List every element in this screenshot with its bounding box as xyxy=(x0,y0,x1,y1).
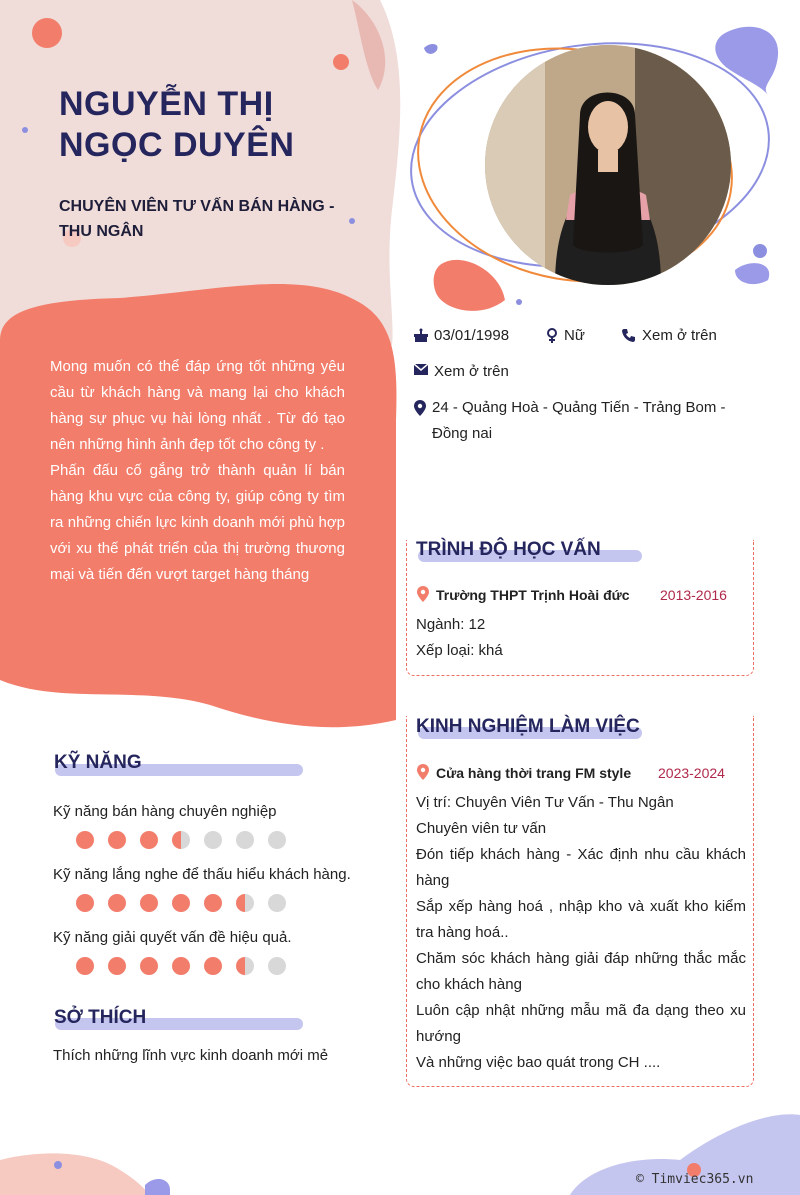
email-row xyxy=(414,359,509,385)
skill-label: Kỹ năng bán hàng chuyên nghiệp xyxy=(53,803,277,820)
rating-dot xyxy=(204,831,222,849)
experience-heading: KINH NGHIỆM LÀM VIỆC xyxy=(416,716,640,737)
rating-dot xyxy=(236,957,254,975)
education-heading: TRÌNH ĐỘ HỌC VẤN xyxy=(416,539,601,560)
experience-line: Đón tiếp khách hàng - Xác định nhu cầu khách hàng xyxy=(416,846,746,889)
rating-dot xyxy=(204,894,222,912)
email-icon xyxy=(414,364,428,375)
skills-heading: KỸ NĂNG xyxy=(54,752,142,773)
birthday-value: 03/01/1998 xyxy=(434,327,510,344)
company-name: Cửa hàng thời trang FM style xyxy=(436,765,632,781)
education-period: 2013-2016 xyxy=(660,587,727,603)
experience-line: Và những việc bao quát trong CH .... xyxy=(416,1054,661,1071)
job-title: CHUYÊN VIÊN TƯ VẤN BÁN HÀNG - THU NGÂN xyxy=(59,198,335,240)
rating-dot xyxy=(140,894,158,912)
experience-line: Luôn cập nhật những mẫu mã đa dạng theo xu hướng xyxy=(416,1002,746,1045)
rating-dot xyxy=(108,957,126,975)
rating-dot xyxy=(172,894,190,912)
experience-line: Vị trí: Chuyên Viên Tư Vấn - Thu Ngân xyxy=(416,794,674,811)
rating-dot xyxy=(140,957,158,975)
candidate-name: NGUYỄN THỊ NGỌC DUYÊN xyxy=(59,85,295,164)
hobbies-heading: SỞ THÍCH xyxy=(54,1007,147,1028)
phone-row xyxy=(622,323,717,349)
experience-details xyxy=(416,790,746,1076)
experience-line: Chăm sóc khách hàng giải đáp những thắc mắc cho khách hàng xyxy=(416,950,746,993)
experience-line: Sắp xếp hàng hoá , nhập kho và xuất kho kiểm tra hàng hoá.. xyxy=(416,898,746,941)
school-name: Trường THPT Trịnh Hoài đức xyxy=(436,587,630,603)
email-value: Xem ở trên xyxy=(434,363,509,380)
cake-icon xyxy=(414,328,428,343)
rating-dot xyxy=(76,894,94,912)
hobbies-text: Thích những lĩnh vực kinh doanh mới mẻ xyxy=(53,1047,329,1064)
career-objective: Mong muốn có thể đáp ứng tốt những yêu cầu từ khách hàng và mang lại cho khách hàng sự phục vụ hài lòng nhất . Từ đó tạo nên những hình ảnh đẹp tốt cho công ty . Phấn đấu cố gắng trở thành quản lí bán hàng khu vực của công ty, giúp công ty tìm ra những chiến lực kinh doanh mới phù hợp với xu thế phát triển của thị trường thương mại và tiến đến vượt target hàng tháng xyxy=(50,358,345,583)
rating-dot xyxy=(268,894,286,912)
rating-dot xyxy=(76,831,94,849)
skill-rating xyxy=(76,831,286,849)
rating-dot xyxy=(172,957,190,975)
experience-period: 2023-2024 xyxy=(658,765,725,781)
education-rank: Xếp loại: khá xyxy=(416,642,503,659)
gender-row xyxy=(546,323,585,349)
address-row xyxy=(414,395,754,447)
rating-dot xyxy=(268,831,286,849)
avatar xyxy=(485,45,731,285)
gender-value: Nữ xyxy=(564,327,585,344)
skill-rating xyxy=(76,894,286,912)
address-value: 24 - Quảng Hoà - Quảng Tiến - Trảng Bom - Đồng nai xyxy=(432,399,726,442)
footer-credit: © Timviec365.vn xyxy=(636,1172,754,1187)
map-pin-icon xyxy=(417,586,429,602)
map-pin-icon xyxy=(414,400,426,416)
rating-dot xyxy=(236,831,254,849)
skill-rating xyxy=(76,957,286,975)
rating-dot xyxy=(108,831,126,849)
rating-dot xyxy=(108,894,126,912)
birthday-row xyxy=(414,323,509,349)
phone-value: Xem ở trên xyxy=(642,327,717,344)
skill-label: Kỹ năng giải quyết vấn đề hiệu quả. xyxy=(53,929,292,946)
phone-icon xyxy=(622,328,636,342)
rating-dot xyxy=(268,957,286,975)
experience-line: Chuyên viên tư vấn xyxy=(416,820,547,837)
map-pin-icon xyxy=(417,764,429,780)
education-major: Ngành: 12 xyxy=(416,616,486,633)
rating-dot xyxy=(236,894,254,912)
decor-dot xyxy=(32,18,62,48)
rating-dot xyxy=(140,831,158,849)
skill-label: Kỹ năng lắng nghe để thấu hiểu khách hàng. xyxy=(53,866,351,883)
rating-dot xyxy=(172,831,190,849)
gender-icon xyxy=(546,328,558,343)
rating-dot xyxy=(76,957,94,975)
rating-dot xyxy=(204,957,222,975)
